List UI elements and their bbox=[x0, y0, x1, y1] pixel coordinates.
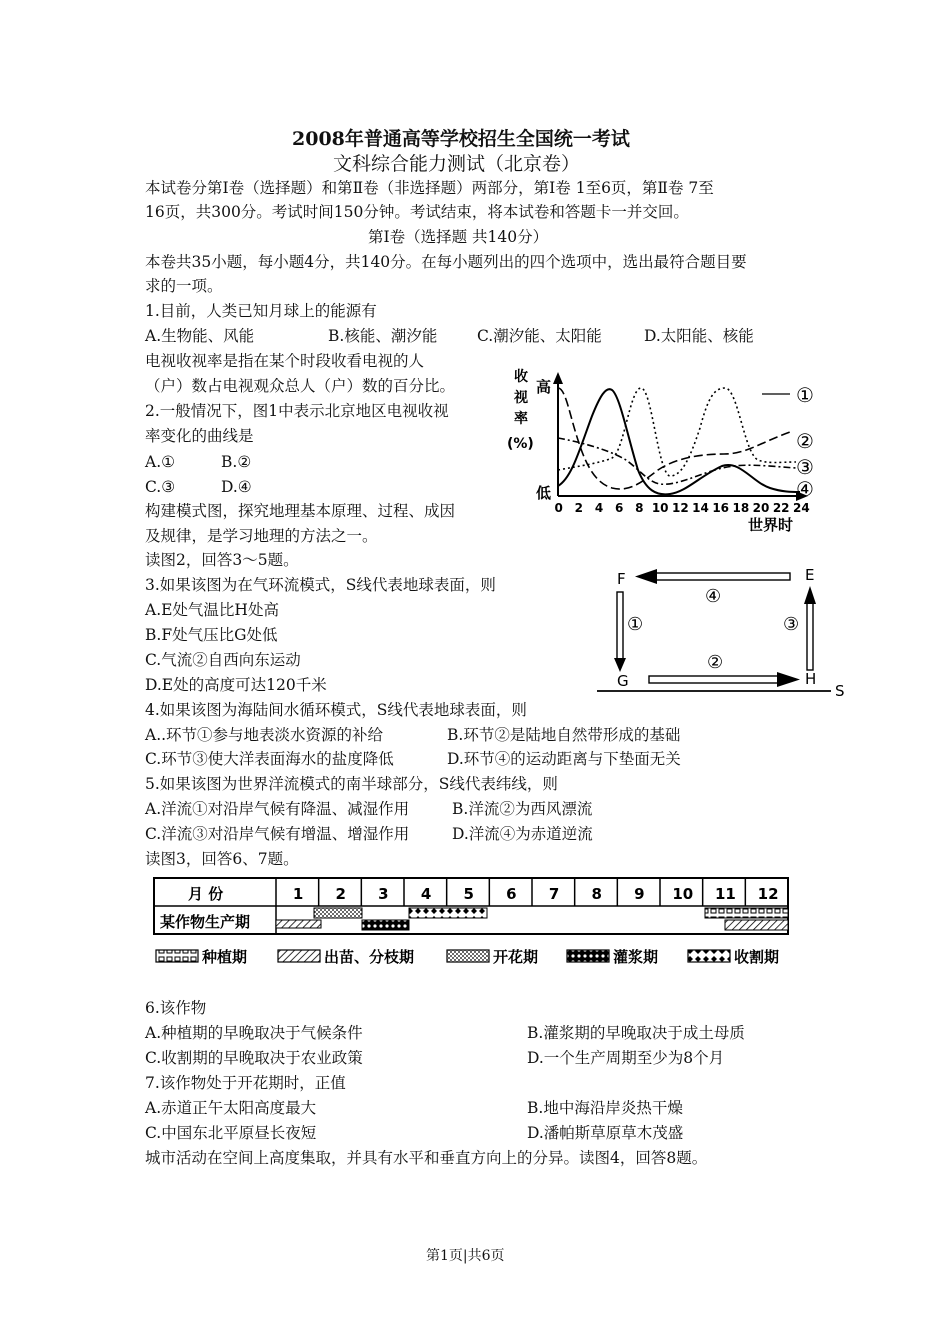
fig3-legend-swatch-sprout bbox=[278, 950, 320, 962]
q5-option-c: C.洋流③对沿岸气候有增温、增湿作用 bbox=[145, 825, 410, 843]
q1-option-b: B.核能、潮汐能 bbox=[328, 327, 438, 345]
fig2-flow-4-arrow-body bbox=[655, 573, 790, 580]
fig2-flow-1-arrowhead bbox=[614, 658, 626, 672]
q2-stem-1: 2.一般情况下，图1中表示北京地区电视收视 bbox=[145, 402, 449, 420]
q7-option-d: D.潘帕斯草原草木茂盛 bbox=[527, 1124, 684, 1142]
fig3-legend-harvest: 收割期 bbox=[734, 948, 780, 966]
fig1-ylabel-1: 收 bbox=[514, 369, 528, 385]
q6-option-c: C.收割期的早晚取决于农业政策 bbox=[145, 1049, 363, 1067]
model-intro-2: 及规律，是学习地理的方法之一。 bbox=[145, 527, 378, 545]
q4-option-d: D.环节④的运动距离与下垫面无关 bbox=[447, 750, 681, 768]
fig3-legend-flower: 开花期 bbox=[493, 948, 539, 966]
q4-option-a: A..环节①参与地表淡水资源的补给 bbox=[145, 726, 384, 744]
q6-stem: 6.该作物 bbox=[145, 999, 207, 1017]
fig3-month-label: 6 bbox=[506, 885, 517, 903]
fig2-flow-label-3: ③ bbox=[783, 614, 800, 635]
intro-line-1: 本试卷分第Ⅰ卷（选择题）和第Ⅱ卷（非选择题）两部分，第Ⅰ卷 1至6页，第Ⅱ卷 7至 bbox=[145, 179, 714, 197]
model-intro-3: 读图2，回答3～5题。 bbox=[145, 551, 299, 569]
fig1-tick-label: 14 bbox=[692, 501, 709, 515]
fig1-tick-label: 4 bbox=[594, 501, 604, 515]
tv-intro-1: 电视收视率是指在某个时段收看电视的人 bbox=[145, 352, 425, 370]
fig1-tick-label: 16 bbox=[712, 501, 730, 515]
fig3-month-label: 4 bbox=[420, 885, 432, 903]
fig3-legend-plant: 种植期 bbox=[202, 948, 248, 966]
fig1-tick-label: 24 bbox=[793, 501, 810, 515]
fig3-bar-grain bbox=[362, 920, 409, 930]
read-figure-3: 读图3，回答6、7题。 bbox=[145, 850, 299, 868]
fig1-curve-label-3: ③ bbox=[796, 455, 814, 479]
q7-option-c: C.中国东北平原昼长夜短 bbox=[145, 1124, 317, 1142]
q3-option-d: D.E处的高度可达120千米 bbox=[145, 676, 327, 694]
q7-option-a: A.赤道正午太阳高度最大 bbox=[145, 1099, 317, 1117]
q1-option-d: D.太阳能、核能 bbox=[644, 327, 754, 345]
q2-option-d: D.④ bbox=[221, 478, 252, 496]
q2-option-b: B.② bbox=[221, 453, 252, 471]
fig1-ylabel-4: (%) bbox=[507, 436, 534, 452]
model-intro-1: 构建模式图，探究地理基本原理、过程、成因 bbox=[145, 502, 456, 520]
q2-stem-2: 率变化的曲线是 bbox=[145, 427, 254, 445]
fig1-tick-label: 10 bbox=[651, 501, 669, 515]
fig3-month-label: 11 bbox=[715, 885, 736, 903]
q4-option-b: B.环节②是陆地自然带形成的基础 bbox=[447, 726, 681, 744]
fig2-flow-2-arrowhead bbox=[777, 672, 800, 687]
fig1-curve-2 bbox=[558, 388, 790, 489]
fig1-tick-label: 22 bbox=[772, 501, 790, 515]
fig3-header-label: 月 份 bbox=[188, 885, 224, 903]
fig1-tick-label: 8 bbox=[635, 501, 644, 515]
fig3-month-label: 7 bbox=[548, 885, 560, 903]
fig3-legend-grain: 灌浆期 bbox=[613, 948, 659, 966]
q7-stem: 7.该作物处于开花期时，正值 bbox=[145, 1074, 346, 1092]
fig3-bar-plant bbox=[705, 908, 788, 918]
figure-3-crop-calendar bbox=[150, 875, 800, 975]
q5-stem: 5.如果该图为世界洋流模式的南半球部分，S线代表纬线，则 bbox=[145, 775, 558, 793]
fig2-point-g: G bbox=[617, 672, 629, 690]
fig3-legend-swatch-plant bbox=[156, 950, 198, 962]
q6-option-a: A.种植期的早晚取决于气候条件 bbox=[145, 1024, 363, 1042]
q5-option-b: B.洋流②为西风漂流 bbox=[452, 800, 593, 818]
fig2-flow-label-4: ④ bbox=[705, 586, 722, 607]
q4-stem: 4.如果该图为海陆间水循环模式，S线代表地球表面，则 bbox=[145, 701, 527, 719]
fig1-y-arrow bbox=[553, 372, 563, 384]
q3-option-a: A.E处气温比H处高 bbox=[145, 601, 279, 619]
fig1-tick-label: 12 bbox=[672, 501, 689, 515]
fig3-month-label: 2 bbox=[335, 885, 346, 903]
figure-2-circulation-model bbox=[595, 560, 855, 702]
fig1-tick-label: 0 bbox=[554, 501, 563, 515]
fig3-month-label: 9 bbox=[634, 885, 645, 903]
fig3-month-label: 1 bbox=[292, 885, 304, 903]
fig3-month-label: 10 bbox=[672, 885, 694, 903]
q5-option-d: D.洋流④为赤道逆流 bbox=[452, 825, 593, 843]
q1-stem: 1.目前，人类已知月球上的能源有 bbox=[145, 302, 377, 320]
fig1-tick-label: 2 bbox=[574, 501, 584, 515]
q7-option-b: B.地中海沿岸炎热干燥 bbox=[527, 1099, 683, 1117]
figure-1-tv-rating-chart bbox=[500, 358, 830, 538]
fig3-bar-flower bbox=[314, 908, 362, 918]
fig2-point-h: H bbox=[805, 670, 817, 688]
fig3-month-label: 8 bbox=[591, 885, 602, 903]
section-intro-1: 本卷共35小题，每小题4分，共140分。在每小题列出的四个选项中，选出最符合题目要 bbox=[145, 253, 747, 271]
fig3-month-label: 5 bbox=[463, 885, 474, 903]
fig3-legend-swatch-flower bbox=[447, 950, 489, 962]
fig2-flow-1-arrow-body bbox=[617, 592, 623, 662]
fig3-legend-swatch-grain bbox=[567, 950, 609, 962]
fig1-curve-label-1: ① bbox=[796, 383, 814, 407]
fig1-curve-label-4: ④ bbox=[796, 477, 814, 501]
q4-option-c: C.环节③使大洋表面海水的盐度降低 bbox=[145, 750, 394, 768]
fig1-tick-label: 20 bbox=[752, 501, 770, 515]
q3-option-c: C.气流②自西向东运动 bbox=[145, 651, 301, 669]
fig2-flow-4-arrowhead bbox=[635, 569, 657, 584]
exam-subtitle: 文科综合能力测试（北京卷） bbox=[333, 153, 581, 175]
q2-option-c: C.③ bbox=[145, 478, 176, 496]
fig1-curve-4 bbox=[558, 389, 800, 494]
fig1-tick-label: 6 bbox=[615, 501, 624, 515]
tv-intro-2: （户）数占电视观众总人（户）数的百分比。 bbox=[145, 377, 456, 395]
fig3-bar-sprout-jan bbox=[276, 920, 321, 928]
fig3-bar-sprout-dec bbox=[725, 920, 788, 930]
fig2-point-e: E bbox=[805, 566, 815, 584]
page-footer: 第1页|共6页 bbox=[426, 1248, 505, 1264]
q1-option-a: A.生物能、风能 bbox=[145, 327, 255, 345]
q3-option-b: B.F处气压比G处低 bbox=[145, 626, 278, 644]
intro-line-2: 16页，共300分。考试时间150分钟。考试结束，将本试卷和答题卡一并交回。 bbox=[145, 203, 689, 221]
q6-option-d: D.一个生产周期至少为8个月 bbox=[527, 1049, 725, 1067]
section-title: 第Ⅰ卷（选择题 共140分） bbox=[368, 228, 549, 246]
fig2-point-f: F bbox=[617, 570, 626, 588]
fig1-xlabel: 世界时 bbox=[748, 516, 794, 534]
fig2-flow-3-arrow-body bbox=[807, 602, 813, 670]
fig3-row-label: 某作物生产期 bbox=[160, 913, 251, 931]
city-intro: 城市活动在空间上高度集取，并具有水平和垂直方向上的分异。读图4，回答8题。 bbox=[145, 1149, 708, 1167]
q3-stem: 3.如果该图为在气环流模式，S线代表地球表面，则 bbox=[145, 576, 496, 594]
fig1-tick-label: 18 bbox=[732, 501, 750, 515]
fig3-month-label: 3 bbox=[378, 885, 389, 903]
q1-option-c: C.潮汐能、太阳能 bbox=[477, 327, 602, 345]
fig3-month-label: 12 bbox=[757, 885, 779, 903]
fig3-bar-harvest bbox=[409, 908, 487, 918]
fig1-ylabel-2: 视 bbox=[514, 390, 528, 406]
q5-option-a: A.洋流①对沿岸气候有降温、减湿作用 bbox=[145, 800, 410, 818]
section-intro-2: 求的一项。 bbox=[145, 277, 223, 295]
q6-option-b: B.灌浆期的早晚取决于成土母质 bbox=[527, 1024, 745, 1042]
fig3-legend-sprout: 出苗、分枝期 bbox=[324, 948, 415, 966]
fig1-ylabel-3: 率 bbox=[514, 411, 528, 427]
fig1-low-label: 低 bbox=[536, 484, 552, 502]
q2-option-a: A.① bbox=[145, 453, 176, 471]
fig1-curve-1 bbox=[558, 388, 796, 476]
fig3-legend-swatch-harvest bbox=[688, 950, 730, 962]
fig2-flow-2-arrow-body bbox=[649, 676, 779, 683]
fig2-flow-label-1: ① bbox=[627, 614, 644, 635]
fig1-high-label: 高 bbox=[536, 378, 552, 396]
exam-title: 2008年普通高等学校招生全国统一考试 bbox=[292, 128, 630, 150]
fig2-flow-label-2: ② bbox=[707, 652, 724, 673]
fig2-point-s: S bbox=[835, 682, 845, 700]
fig2-flow-3-arrowhead bbox=[804, 586, 816, 604]
fig1-curve-label-2: ② bbox=[796, 429, 814, 453]
